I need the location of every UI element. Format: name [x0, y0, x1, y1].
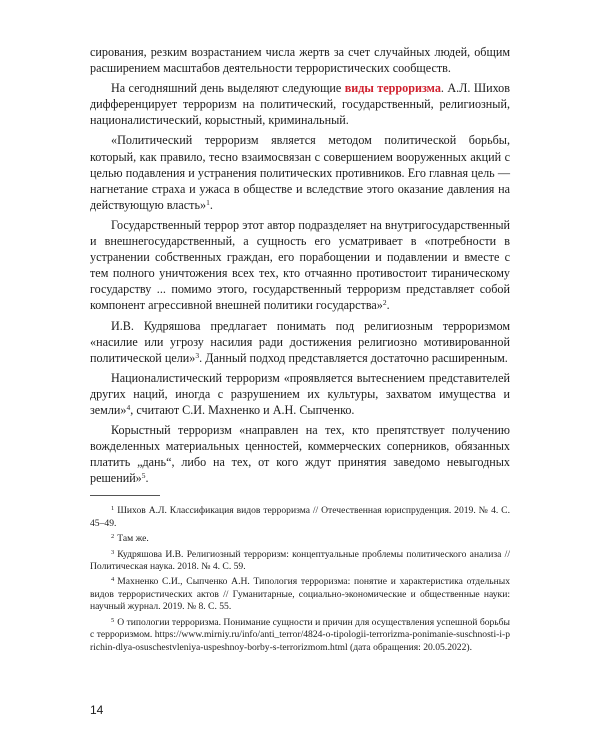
footnote-separator [90, 495, 160, 496]
footnote-5 [90, 617, 510, 654]
footnote-ref-4: 4 [126, 402, 131, 412]
paragraph-3-end: . [209, 197, 213, 212]
paragraph-7-end: . [145, 471, 149, 486]
footnote-text: О типологии терроризма. Понимание сущности и причин для осуществления успешной борьбы с терроризмом. https://www.mirniy.ru/info/anti_terror/4824-o-tipologii-terrorizma-ponimanie-suschnosti-i-prichin-dlya-osuschestvleniya-uspeshnoy-borby-s-terrorizmom.html (дата обращения: 20.05.2022). [90, 616, 510, 653]
page-number: 14 [90, 703, 104, 717]
body-text [90, 44, 510, 486]
footnote-number: 1 [111, 505, 115, 513]
paragraph-7 [90, 422, 510, 486]
footnote-4 [90, 576, 510, 613]
page-content [90, 44, 510, 657]
paragraph-7-text: Корыстный терроризм «направлен на тех, кто препятствует получению вожделенных материальных ценностей, коммерческих соперников, обязанных платить „дань“, либо на тех, от кого ждут принятия заведомо невыгодных решений» [90, 423, 510, 486]
footnote-ref-1: 1 [206, 197, 210, 207]
footnote-1 [90, 505, 510, 530]
paragraph-5-text-start: И.В. Кудряшова предлагает понимать под религиозным терроризмом «насилие или угрозу насилия ради достижения религиозно мотивированной политической цели» [90, 318, 510, 365]
footnote-ref-5: 5 [141, 471, 146, 481]
paragraph-3 [90, 132, 510, 212]
paragraph-2 [90, 80, 510, 128]
paragraph-2-text-start: На сегодняшний день выделяют следующие [111, 81, 345, 96]
paragraph-2-text-end: . А.Л. Шихов дифференцирует терроризм на политический, государственный, религиозный, националистический, корыстный, криминальный. [90, 81, 510, 128]
footnote-ref-2: 2 [382, 298, 387, 308]
footnote-number: 3 [111, 548, 115, 556]
footnote-text: Шихов А.Л. Классификация видов терроризма // Отечественная юриспруденция. 2019. № 4. С. 45–49. [90, 505, 510, 529]
paragraph-3-text: «Политический терроризм является методом политической борьбы, который, как правило, тесно взаимосвязан с совершением вооруженных акций с целью подавления и устранения политических противников. Его главная цель — нагнетание страха и ужаса в обществе и вследствие этого оказание давления на действующую власть» [90, 133, 510, 212]
footnote-number: 2 [111, 533, 115, 541]
footnotes [90, 505, 510, 653]
footnote-number: 4 [111, 576, 115, 584]
paragraph-4-end: . [386, 298, 390, 313]
footnote-3 [90, 549, 510, 574]
paragraph-6 [90, 370, 510, 418]
footnote-2 [90, 533, 510, 545]
paragraph-5 [90, 318, 510, 366]
paragraph-1-text: сирования, резким возрастанием числа жертв за счет случайных людей, общим расширением масштабов деятельности террористических сообществ. [90, 45, 510, 76]
footnote-text: Там же. [117, 533, 149, 545]
paragraph-6-text-start: Националистический терроризм «проявляется вытеснением представителей других наций, иногда с разрушением их культуры, захватом имущества и земли» [90, 370, 510, 417]
footnote-ref-3: 3 [195, 350, 200, 360]
highlighted-term: виды терроризма [344, 81, 441, 96]
paragraph-6-text-end: , считают С.И. Махненко и А.Н. Сыпченко. [130, 402, 355, 417]
paragraph-1 [90, 44, 510, 76]
paragraph-4-text: Государственный террор этот автор подразделяет на внутригосударственный и внешнегосударственный, а сущность его усматривает в «потребности в устранении собственных граждан, его порабощении и подавлении и вместе с тем полного уничтожения всех тех, кто отчаянно противостоит тираническому государству ... помимо этого, государственный терроризм представляет собой компонент агрессивной внешней политики государства» [90, 217, 510, 313]
footnote-number: 5 [111, 616, 115, 624]
paragraph-5-text-end: . Данный подход представляется достаточно расширенным. [199, 350, 508, 365]
footnote-text: Махненко С.И., Сыпченко А.Н. Типология терроризма: понятие и характеристика отдельных видов террористических актов // Гуманитарные, социально-экономические и общественные науки: научный журнал. 2019. № 8. С. 55. [90, 576, 510, 613]
footnote-text: Кудряшова И.В. Религиозный терроризм: концептуальные проблемы политического анализа // Политическая наука. 2018. № 4. С. 59. [90, 548, 510, 573]
paragraph-4 [90, 217, 510, 314]
